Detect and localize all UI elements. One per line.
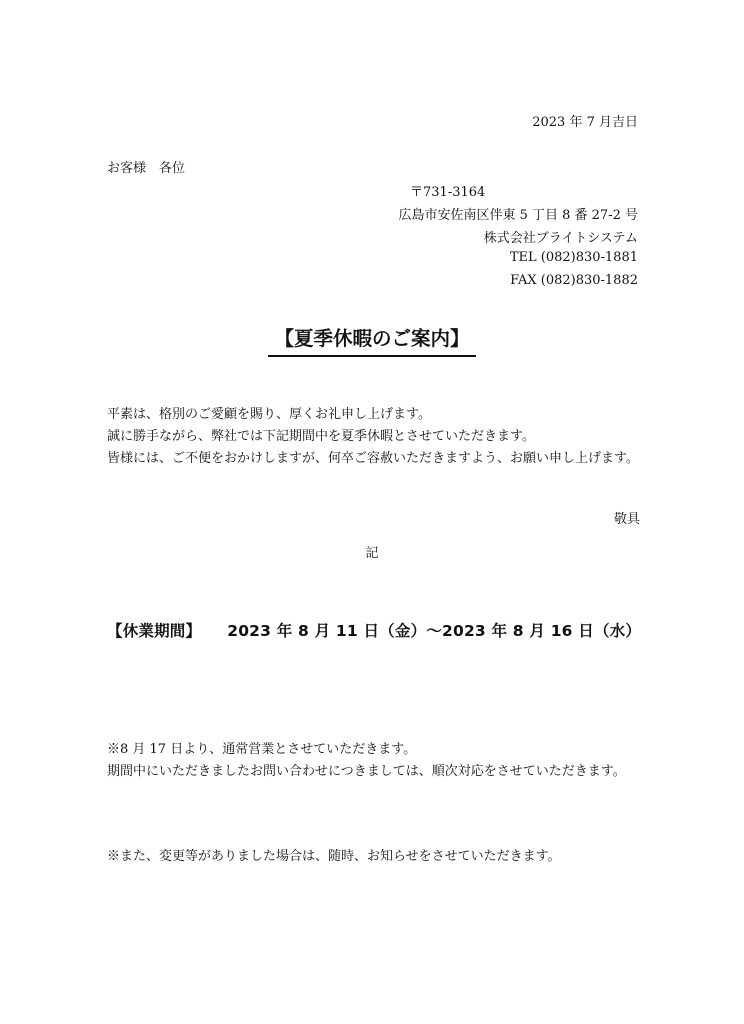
ki-marker: 記 bbox=[365, 546, 379, 561]
sender-tel: TEL (082)830-1881 bbox=[509, 250, 638, 265]
note-inquiries: 期間中にいただきましたお問い合わせにつきましては、順次対応をさせていただきます。 bbox=[107, 764, 626, 779]
sender-company: 株式会社ブライトシステム bbox=[483, 231, 638, 246]
closing-phrase: 敬具 bbox=[613, 512, 640, 527]
holiday-period-label: 【休業期間】 bbox=[107, 622, 202, 640]
body-line-apology: 皆様には、ご不便をおかけしますが、何卒ご容赦いただきますよう、お願い申し上げます。 bbox=[107, 451, 639, 466]
body-line-announcement: 誠に勝手ながら、弊社では下記期間中を夏季休暇とさせていただきます。 bbox=[107, 429, 535, 444]
document-title: 【夏季休暇のご案内】 bbox=[268, 323, 475, 357]
notes bbox=[107, 739, 639, 783]
note-resume: ※8 月 17 日より、通常営業とさせていただきます。 bbox=[107, 742, 417, 757]
sender-address: 広島市安佐南区伴東 5 丁目 8 番 27-2 号 bbox=[398, 208, 638, 223]
holiday-period bbox=[107, 619, 641, 641]
issue-date: 2023 年 7 月吉日 bbox=[532, 115, 638, 130]
body-line-greeting: 平素は、格別のご愛顧を賜り、厚くお礼申し上げます。 bbox=[107, 407, 431, 422]
sender-fax: FAX (082)830-1882 bbox=[510, 273, 638, 288]
recipient: お客様 各位 bbox=[107, 161, 186, 176]
body-text bbox=[107, 404, 639, 470]
holiday-period-dates: 2023 年 8 月 11 日（金）～2023 年 8 月 16 日（水） bbox=[227, 622, 642, 640]
sender-postal-code: 〒731-3164 bbox=[410, 185, 486, 200]
note-change: ※また、変更等がありました場合は、随時、お知らせをさせていただきます。 bbox=[107, 849, 561, 864]
document-title-wrapper bbox=[0, 323, 744, 357]
